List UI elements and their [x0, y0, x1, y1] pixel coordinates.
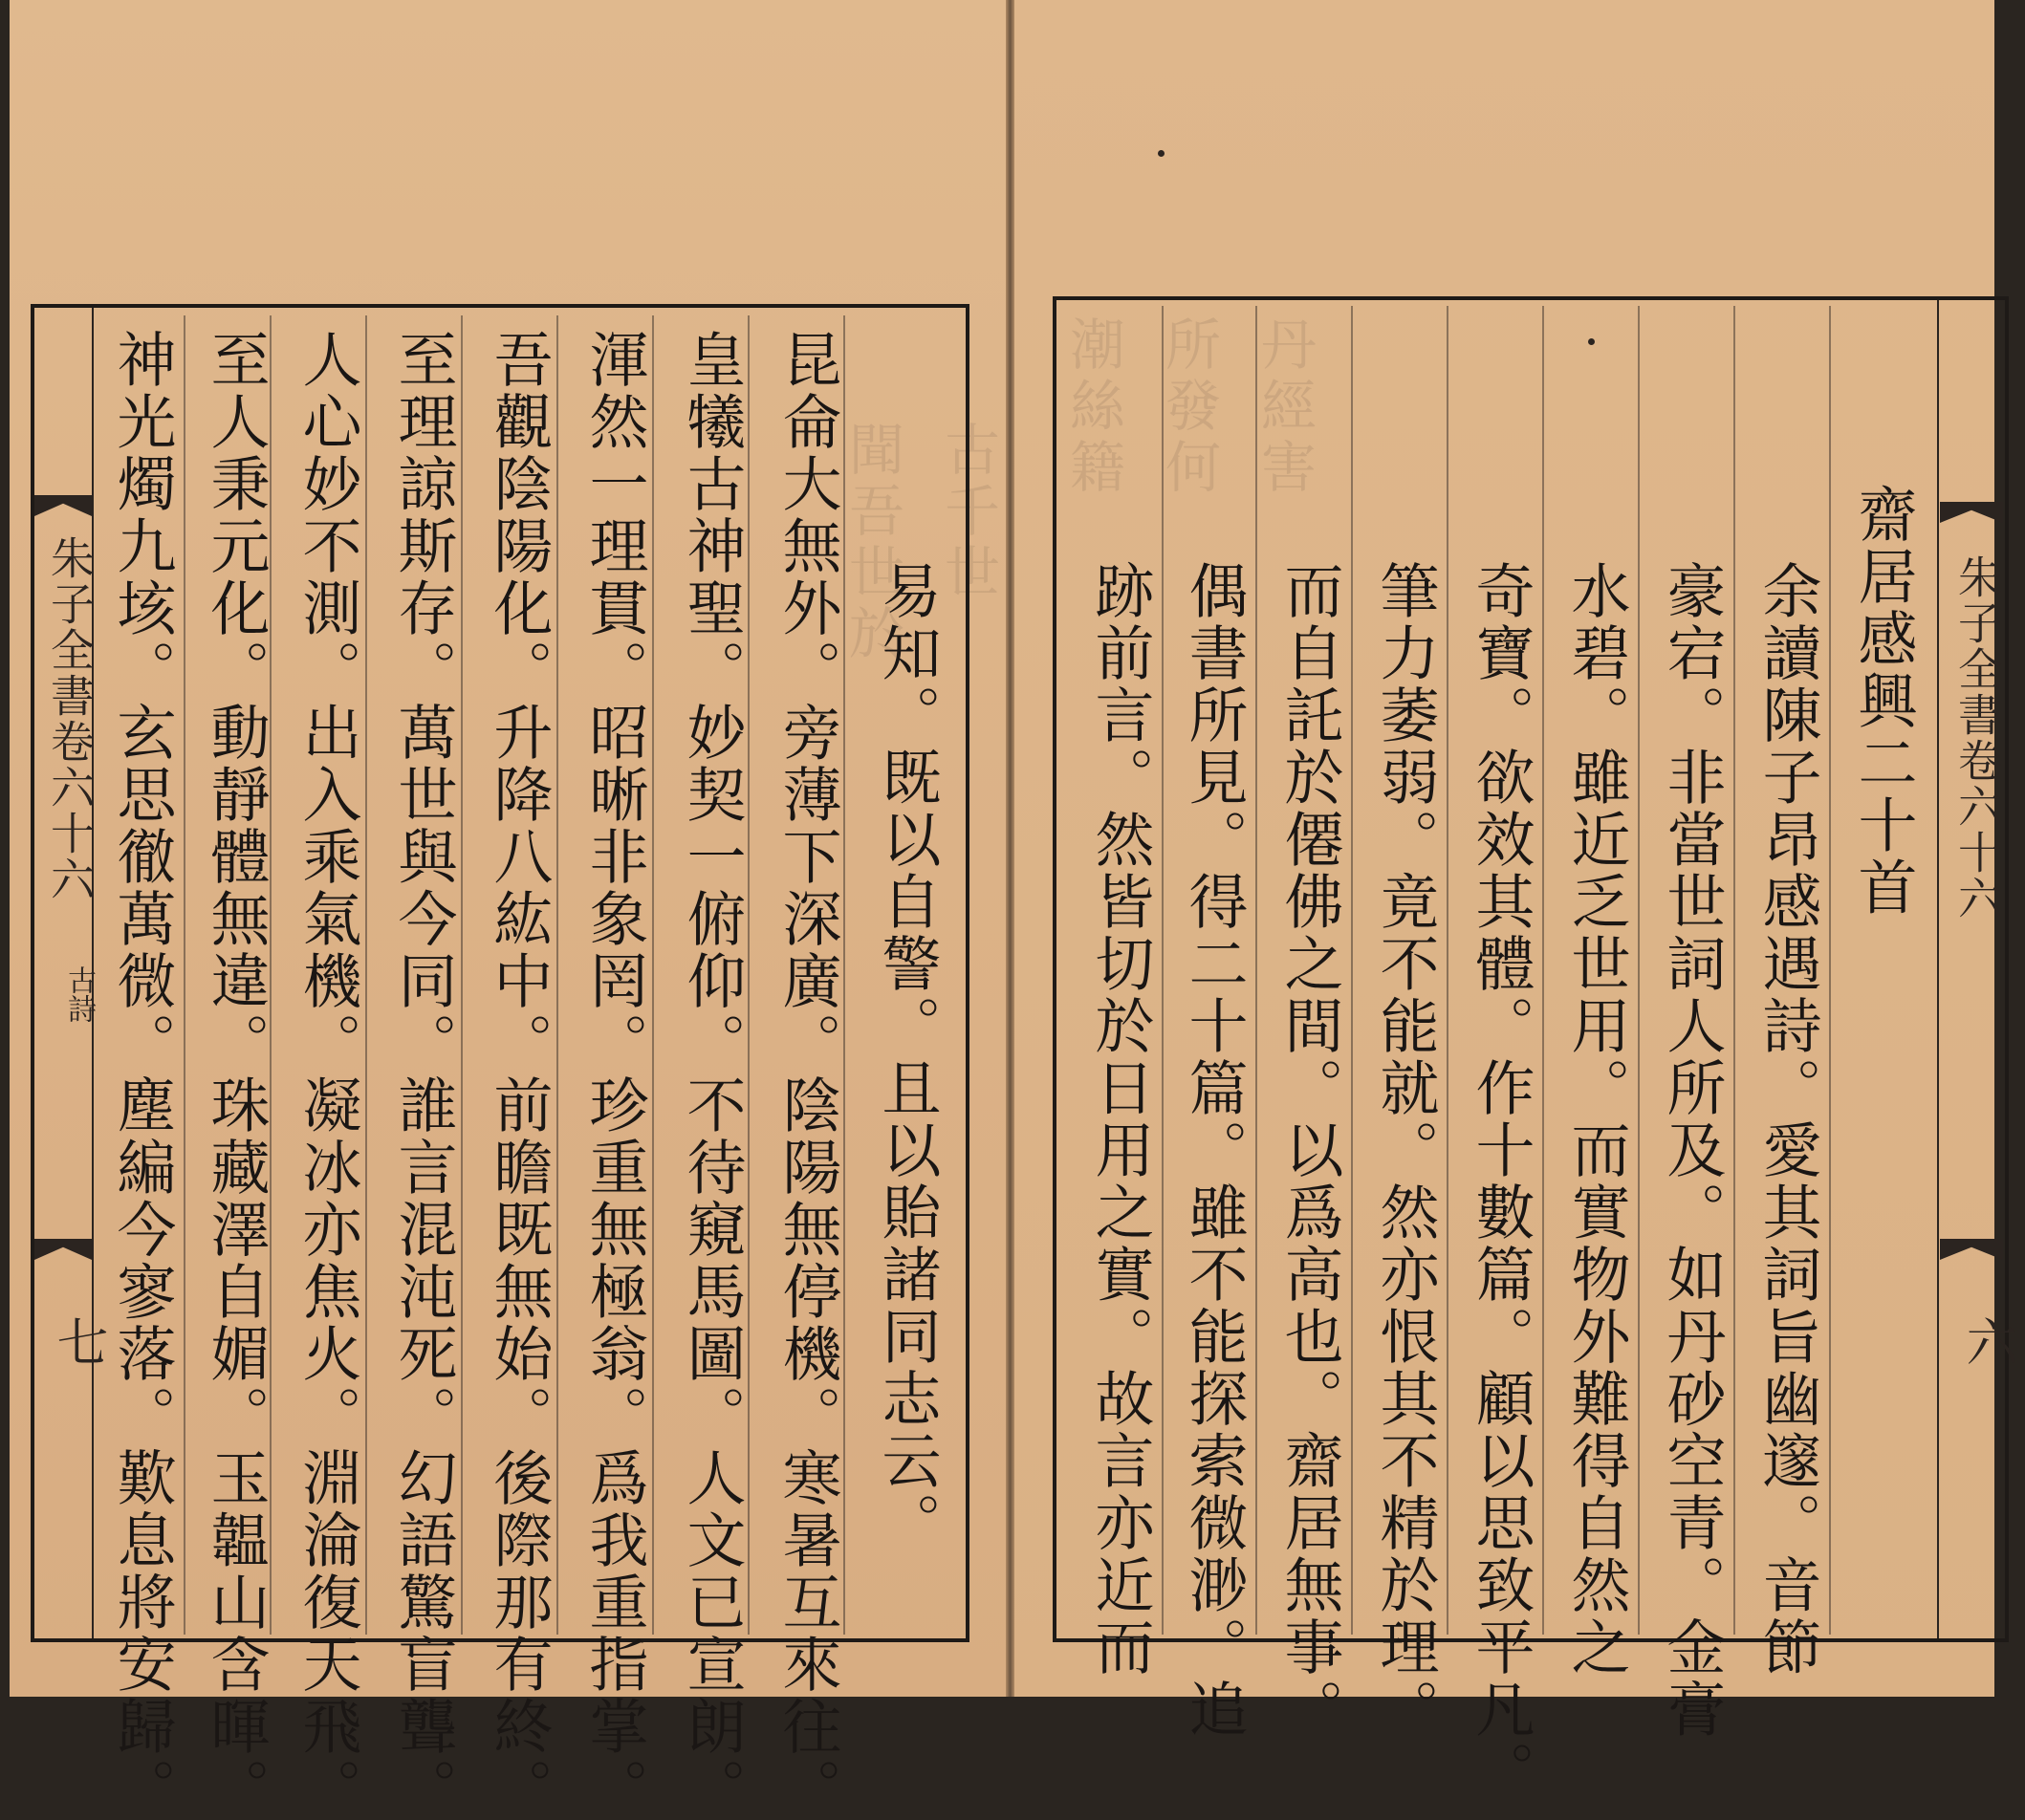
margin-title: 朱子全書卷六十六	[1951, 554, 2003, 921]
text-column-7: 人心妙不測。出入乘氣機。凝冰亦焦火。淵淪復天飛。	[293, 329, 362, 1820]
text-column-1: 齋居感興二十首	[1848, 484, 1918, 919]
text-column-9: 跡前言。然皆切於日用之實。故言亦近而	[1085, 560, 1155, 1679]
bleed-through-text: 潮絲籍	[1060, 315, 1125, 499]
text-column-2: 余讀陳子昂感遇詩。愛其詞旨幽邃。音節	[1753, 560, 1822, 1679]
text-column-6: 至理諒斯存。萬世與今同。誰言混沌死。幻語驚盲聾。	[388, 329, 458, 1820]
bleed-through-text: 聞吾世於	[839, 421, 904, 665]
text-block	[98, 315, 958, 1820]
text-column-3: 皇犧古神聖。妙契一俯仰。不待窺馬圖。人文已宣朗。	[677, 329, 747, 1820]
margin-title: 朱子全書卷六十六	[44, 535, 96, 902]
page-number: 七	[49, 1315, 109, 1369]
center-strip	[1937, 300, 2005, 1638]
bleed-through-text: 所發何	[1156, 315, 1221, 499]
left-page	[10, 0, 1006, 1820]
text-column-4: 水碧。雖近乏世用。而實物外難得自然之	[1561, 560, 1631, 1679]
text-column-9: 神光燭九垓。玄思徹萬微。塵編今寥落。歎息將安歸。	[107, 329, 177, 1820]
text-column-3: 豪宕。非當世詞人所及。如丹砂空青。金膏	[1657, 560, 1727, 1741]
ink-speck	[1158, 150, 1165, 157]
text-column-5: 奇寶。欲效其體。作十數篇。顧以思致平凡。	[1466, 560, 1535, 1803]
bleed-through-text: 丹經害	[1252, 315, 1317, 499]
text-column-8: 至人秉元化。動靜體無違。珠藏澤自媚。玉韞山含暉。	[201, 329, 271, 1820]
text-block	[1068, 306, 1934, 1803]
bleed-through-text: 古千世	[935, 421, 1000, 604]
text-column-4: 渾然一理貫。昭晰非象罔。珍重無極翁。爲我重指掌。	[579, 329, 649, 1820]
margin-section: 古詩	[62, 965, 96, 1023]
text-column-2: 昆侖大無外。旁薄下深廣。陰陽無停機。寒暑互來往。	[773, 329, 842, 1820]
text-column-6: 筆力萎弱。竟不能就。然亦恨其不精於理。	[1370, 560, 1440, 1741]
text-column-1: 易知。既以自警。且以貽諸同志云。	[872, 560, 942, 1554]
text-column-5: 吾觀陰陽化。升降八紘中。前瞻既無始。後際那有終。	[484, 329, 554, 1820]
text-column-7: 而自託於僊佛之間。以爲高也。齋居無事。	[1274, 560, 1344, 1741]
page-number: 六	[1958, 1315, 2018, 1369]
right-page	[1014, 0, 2018, 1803]
text-column-8: 偶書所見。得二十篇。雖不能探索微渺。追	[1179, 560, 1249, 1741]
book-spine	[1006, 0, 1014, 1697]
